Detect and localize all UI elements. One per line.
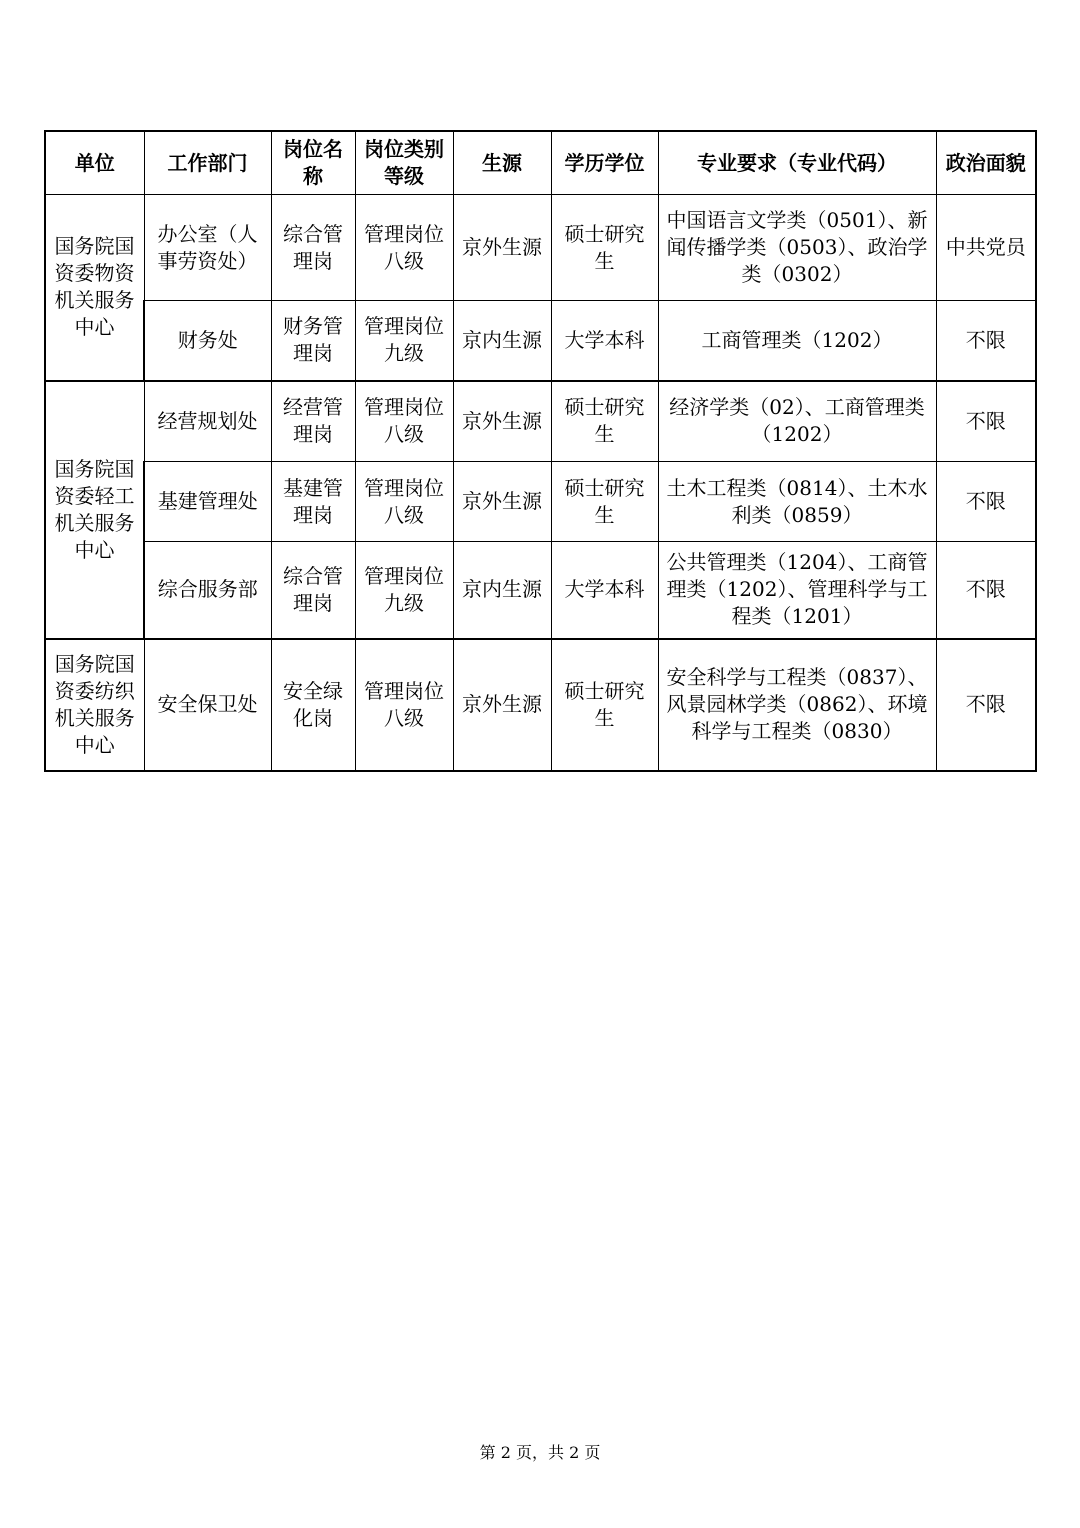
table-row <box>45 381 1036 462</box>
table-row <box>45 195 1036 301</box>
job-table <box>44 130 1037 772</box>
header-position-level: 岗位类别等级 <box>355 131 453 195</box>
header-position-name: 岗位名称 <box>271 131 355 195</box>
page-footer: 第 2 页，共 2 页 <box>479 1443 601 1462</box>
header-unit: 单位 <box>45 131 144 195</box>
political-cell: 不限 <box>936 301 1036 381</box>
political-cell: 中共党员 <box>936 195 1036 301</box>
level-cell: 管理岗位八级 <box>355 639 453 771</box>
unit-cell: 国务院国资委纺织机关服务中心 <box>45 639 144 771</box>
header-political: 政治面貌 <box>936 131 1036 195</box>
position-cell: 综合管理岗 <box>271 195 355 301</box>
political-cell: 不限 <box>936 639 1036 771</box>
position-cell: 基建管理岗 <box>271 462 355 542</box>
unit-cell: 国务院国资委物资机关服务中心 <box>45 195 144 381</box>
education-cell: 硕士研究生 <box>551 381 658 462</box>
source-cell: 京外生源 <box>453 381 551 462</box>
header-department: 工作部门 <box>144 131 271 195</box>
major-cell: 经济学类（02）、工商管理类（1202） <box>658 381 936 462</box>
department-cell: 办公室（人事劳资处） <box>144 195 271 301</box>
source-cell: 京内生源 <box>453 301 551 381</box>
department-cell: 财务处 <box>144 301 271 381</box>
position-cell: 安全绿化岗 <box>271 639 355 771</box>
level-cell: 管理岗位八级 <box>355 462 453 542</box>
source-cell: 京外生源 <box>453 195 551 301</box>
department-cell: 安全保卫处 <box>144 639 271 771</box>
major-cell: 安全科学与工程类（0837）、风景园林学类（0862）、环境科学与工程类（0830） <box>658 639 936 771</box>
position-cell: 综合管理岗 <box>271 542 355 639</box>
unit-cell: 国务院国资委轻工机关服务中心 <box>45 381 144 639</box>
level-cell: 管理岗位九级 <box>355 301 453 381</box>
major-cell: 公共管理类（1204）、工商管理类（1202）、管理科学与工程类（1201） <box>658 542 936 639</box>
level-cell: 管理岗位九级 <box>355 542 453 639</box>
major-cell: 中国语言文学类（0501）、新闻传播学类（0503）、政治学类（0302） <box>658 195 936 301</box>
source-cell: 京外生源 <box>453 462 551 542</box>
position-cell: 经营管理岗 <box>271 381 355 462</box>
education-cell: 大学本科 <box>551 301 658 381</box>
header-source: 生源 <box>453 131 551 195</box>
department-cell: 经营规划处 <box>144 381 271 462</box>
political-cell: 不限 <box>936 462 1036 542</box>
major-cell: 工商管理类（1202） <box>658 301 936 381</box>
source-cell: 京外生源 <box>453 639 551 771</box>
header-education: 学历学位 <box>551 131 658 195</box>
table-row <box>45 542 1036 639</box>
table-row <box>45 462 1036 542</box>
department-cell: 基建管理处 <box>144 462 271 542</box>
position-cell: 财务管理岗 <box>271 301 355 381</box>
education-cell: 硕士研究生 <box>551 639 658 771</box>
political-cell: 不限 <box>936 542 1036 639</box>
table-row <box>45 639 1036 771</box>
political-cell: 不限 <box>936 381 1036 462</box>
level-cell: 管理岗位八级 <box>355 381 453 462</box>
education-cell: 硕士研究生 <box>551 462 658 542</box>
department-cell: 综合服务部 <box>144 542 271 639</box>
table-row <box>45 301 1036 381</box>
header-major: 专业要求（专业代码） <box>658 131 936 195</box>
table-header-row <box>45 131 1036 195</box>
education-cell: 大学本科 <box>551 542 658 639</box>
source-cell: 京内生源 <box>453 542 551 639</box>
major-cell: 土木工程类（0814）、土木水利类（0859） <box>658 462 936 542</box>
level-cell: 管理岗位八级 <box>355 195 453 301</box>
education-cell: 硕士研究生 <box>551 195 658 301</box>
